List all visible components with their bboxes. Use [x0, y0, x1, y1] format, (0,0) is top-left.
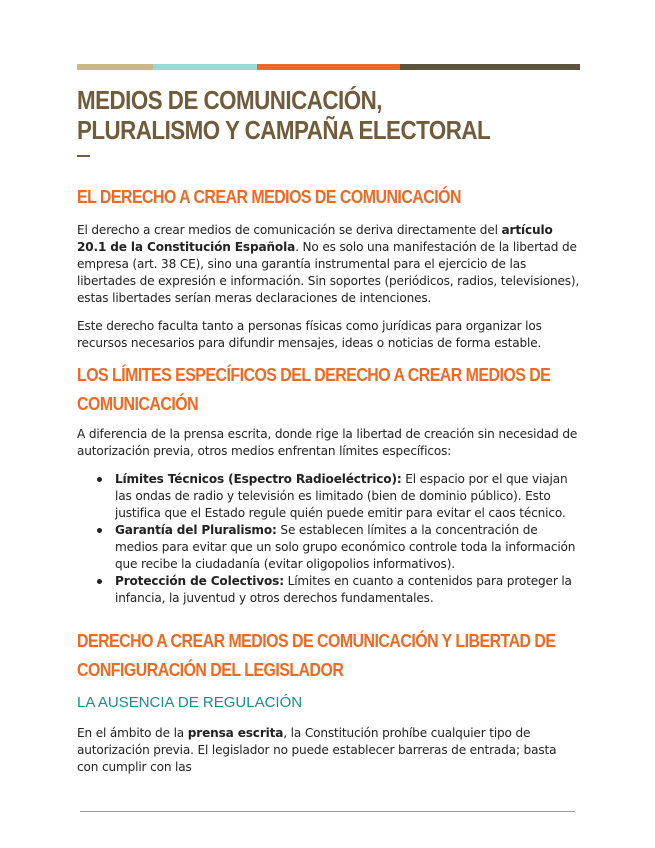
list-item: Garantía del Pluralismo: Se establecen límites a la concentración de medios para evitar que un solo grupo económico controle toda la información que recibe la ciudadanía (evitar oligopolios informativos). — [77, 522, 580, 573]
paragraph: El derecho a crear medios de comunicación se deriva directamente del artículo 20.1 de la Constitución Española. No es solo una manifestación de la libertad de empresa (art. 38 CE), sino una garantía instrumental para el ejercicio de las libertades de expresión e información. Sin soportes (periódicos, radios, televisiones), estas libertades serían meras declaraciones de intenciones. — [77, 223, 580, 305]
footer-rule — [80, 811, 575, 812]
subsection-heading: LA AUSENCIA DE REGULACIÓN — [77, 694, 303, 711]
list-item: Límites Técnicos (Espectro Radioeléctrico): El espacio por el que viajan las ondas de radio y televisión es limitado (bien de dominio público). Esto justifica que el Estado regule quién puede emitir para evitar el caos técnico. — [77, 471, 580, 522]
paragraph: A diferencia de la prensa escrita, donde rige la libertad de creación sin necesidad de autorización previa, otros medios enfrentan límites específicos: — [77, 427, 578, 458]
title-underline-dash — [77, 155, 90, 157]
paragraph: En el ámbito de la prensa escrita, la Constitución prohíbe cualquier tipo de autorización previa. El legislador no puede establecer barreras de entrada; basta con cumplir con las — [77, 726, 557, 774]
document-page — [77, 64, 580, 776]
section-heading: DERECHO A CREAR MEDIOS DE COMUNICACIÓN Y LIBERTAD DE CONFIGURACIÓN DEL LEGISLADOR — [77, 630, 556, 680]
color-bar-segment — [153, 64, 257, 70]
bold-term: prensa escrita — [187, 726, 284, 740]
decorative-color-bar — [77, 64, 580, 70]
bold-reference: artículo 20.1 de la Constitución Española — [77, 223, 553, 254]
color-bar-segment — [257, 64, 400, 70]
paragraph: Este derecho faculta tanto a personas físicas como jurídicas para organizar los recursos necesarios para difundir mensajes, ideas o noticias de forma estable. — [77, 319, 542, 350]
color-bar-segment — [400, 64, 580, 70]
document-title: MEDIOS DE COMUNICACIÓN, PLURALISMO Y CAMPAÑA ELECTORAL — [77, 85, 491, 145]
section-heading: EL DERECHO A CREAR MEDIOS DE COMUNICACIÓN — [77, 186, 461, 207]
bullet-list — [77, 471, 580, 607]
list-item: Protección de Colectivos: Límites en cuanto a contenidos para proteger la infancia, la juventud y otros derechos fundamentales. — [77, 573, 580, 607]
color-bar-segment — [77, 64, 153, 70]
section-heading: LOS LÍMITES ESPECÍFICOS DEL DERECHO A CREAR MEDIOS DE COMUNICACIÓN — [77, 364, 551, 414]
